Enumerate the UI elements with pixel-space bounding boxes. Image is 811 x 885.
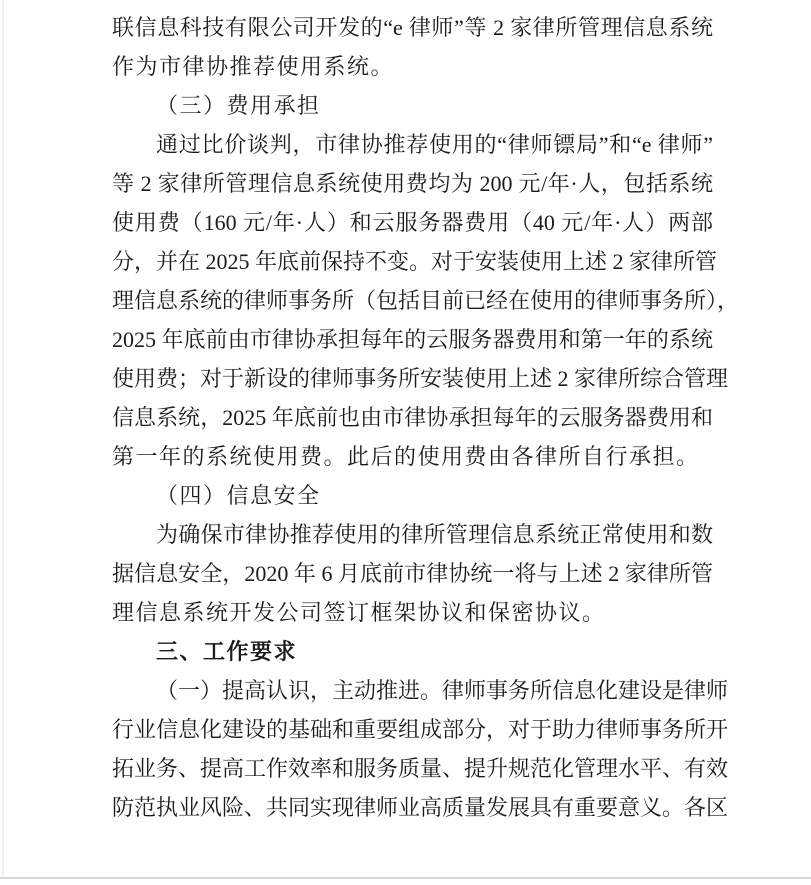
text-segment-kai: （三）费用承担 [156,93,321,118]
body-line [112,437,713,476]
document-text [112,8,740,827]
body-line [112,788,729,827]
text-segment-body: 通过比价谈判，市律协推荐使用的“律师镖局”和“e 律师” [156,132,713,157]
text-segment-body: 第一年的系统使用费。此后的使用费由各律所自行承担。 [112,444,700,469]
paragraph-start-line [112,125,713,164]
body-line [112,203,713,242]
body-line [112,359,729,398]
paragraph-start-line [112,515,713,554]
text-segment-body: 行业信息化建设的基础和重要组成部分，对于助力律师事务所开 [112,717,729,742]
page-left-border [2,0,4,878]
text-segment-body: 信息系统，2025 年底前也由市律协承担每年的云服务器费用和 [112,405,713,430]
text-segment-kai: （一）提高认识，主动推进。 [156,678,443,703]
text-segment-hei: 三、工作要求 [156,639,298,664]
body-line [112,164,713,203]
text-segment-body: 联信息科技有限公司开发的“e 律师”等 2 家律所管理信息系统 [112,15,713,40]
body-line [112,554,713,593]
page-bottom-border [0,877,811,879]
body-line [112,593,713,632]
text-segment-body: 理信息系统的律师事务所（包括目前已经在使用的律师事务所）， [112,288,740,313]
text-segment-body: 使用费（160 元/年·人）和云服务器费用（40 元/年·人）两部 [112,210,713,235]
text-segment-body: 2025 年底前由市律协承担每年的云服务器费用和第一年的系统 [112,327,713,352]
text-segment-body: 防范执业风险、共同实现律师业高质量发展具有重要意义。各区 [112,795,729,820]
body-line [112,242,718,281]
chapter-heading-work-requirements [112,632,713,671]
text-segment-body: 据信息安全，2020 年 6 月底前市律协统一将与上述 2 家律所管 [112,561,713,586]
text-segment-body: 作为市律协推荐使用系统。 [112,54,395,79]
body-line [112,398,713,437]
body-line [112,47,713,86]
text-segment-body: 律师事务所信息化建设是律师 [442,678,729,703]
text-segment-body: 为确保市律协推荐使用的律所管理信息系统正常使用和数 [156,522,713,547]
body-line [112,320,713,359]
section-heading-fee-burden [112,86,713,125]
text-segment-body: 使用费；对于新设的律师事务所安装使用上述 2 家律所综合管理 [112,366,729,391]
text-segment-body: 等 2 家律所管理信息系统使用费均为 200 元/年·人，包括系统 [112,171,713,196]
body-line [112,710,729,749]
text-segment-body: 分，并在 2025 年底前保持不变。对于安装使用上述 2 家律所管 [112,249,718,274]
text-segment-body: 理信息系统开发公司签订框架协议和保密协议。 [112,600,606,625]
text-segment-kai: （四）信息安全 [156,483,321,508]
text-segment-body: 拓业务、提高工作效率和服务质量、提升规范化管理水平、有效 [112,756,729,781]
section-heading-information-security [112,476,713,515]
body-line [112,281,740,320]
body-line-continuation [112,8,713,47]
paragraph-start-line-raise-awareness [112,671,729,710]
body-line [112,749,729,788]
